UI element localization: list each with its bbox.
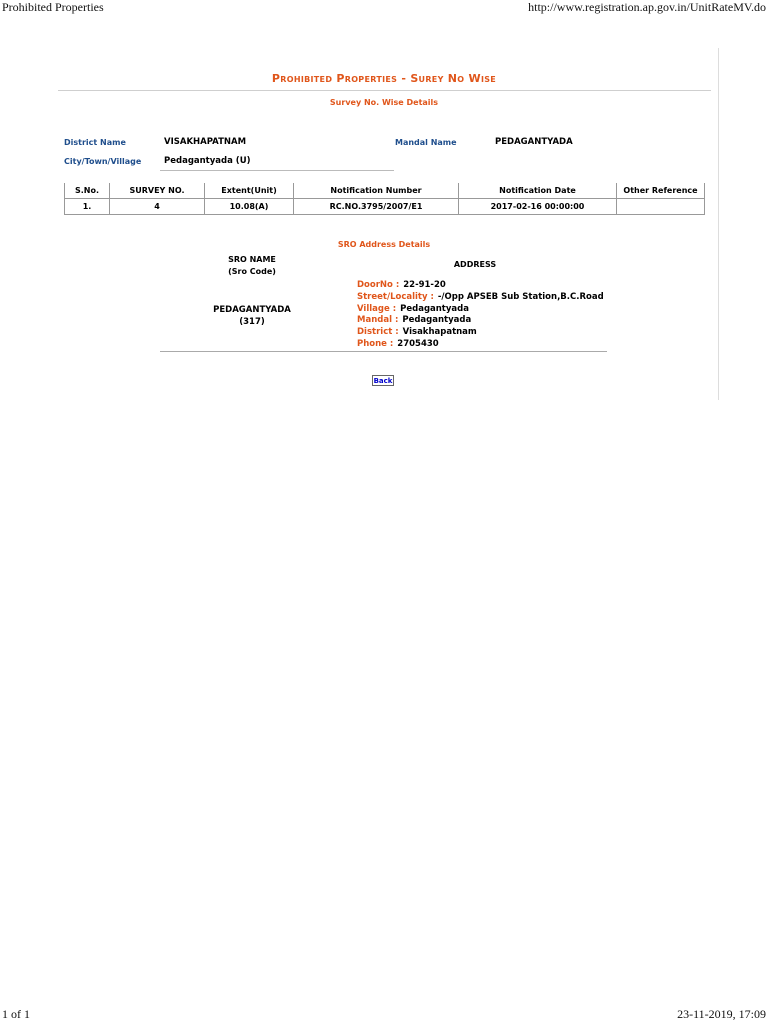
address-value: 2705430 bbox=[397, 339, 439, 349]
page-subtitle: Survey No. Wise Details bbox=[329, 98, 439, 107]
title-divider bbox=[58, 90, 711, 91]
sro-name-cell bbox=[200, 304, 304, 328]
address-line-street bbox=[357, 292, 604, 302]
cell-notification-date: 2017-02-16 00:00:00 bbox=[459, 199, 617, 215]
address-value: Visakhapatnam bbox=[402, 327, 477, 337]
address-line-mandal bbox=[357, 315, 471, 325]
address-label: Mandal : bbox=[357, 315, 399, 325]
city-value: Pedagantyada (U) bbox=[164, 156, 251, 166]
mandal-label: Mandal Name bbox=[395, 138, 457, 147]
sro-code: (317) bbox=[239, 317, 265, 327]
sro-divider bbox=[160, 351, 607, 352]
address-label: District : bbox=[357, 327, 399, 337]
address-label: Phone : bbox=[357, 339, 394, 349]
sro-name: PEDAGANTYADA bbox=[213, 305, 291, 315]
survey-table bbox=[64, 183, 705, 215]
column-header-survey-no: SURVEY NO. bbox=[110, 183, 205, 199]
sro-name-header-line2: (Sro Code) bbox=[228, 267, 276, 276]
cell-sno: 1. bbox=[65, 199, 110, 215]
sro-section-title: SRO Address Details bbox=[337, 240, 431, 249]
address-label: Village : bbox=[357, 304, 397, 314]
column-header-sno: S.No. bbox=[65, 183, 110, 199]
address-line-phone bbox=[357, 339, 439, 349]
cell-notification-number: RC.NO.3795/2007/E1 bbox=[294, 199, 459, 215]
address-value: Pedagantyada bbox=[402, 315, 472, 325]
sro-name-header bbox=[200, 254, 304, 278]
sro-address-header: ADDRESS bbox=[453, 260, 497, 269]
address-line-doorno bbox=[357, 280, 446, 290]
table-header-row bbox=[65, 183, 705, 199]
page-title: Prohibited Properties - Surey No Wise bbox=[271, 72, 497, 85]
city-label: City/Town/Village bbox=[64, 157, 142, 166]
district-value: VISAKHAPATNAM bbox=[164, 137, 247, 147]
mandal-value: PEDAGANTYADA bbox=[495, 137, 573, 147]
address-value: Pedagantyada bbox=[400, 304, 469, 314]
address-line-district bbox=[357, 327, 477, 337]
address-label: Street/Locality : bbox=[357, 292, 434, 302]
address-line-village bbox=[357, 304, 469, 314]
column-header-extent: Extent(Unit) bbox=[205, 183, 294, 199]
column-header-notification-date: Notification Date bbox=[459, 183, 617, 199]
cell-other-reference bbox=[617, 199, 705, 215]
column-header-other-reference: Other Reference bbox=[617, 183, 705, 199]
cell-extent: 10.08(A) bbox=[205, 199, 294, 215]
print-header-title: Prohibited Properties bbox=[2, 0, 104, 14]
address-value: -/Opp APSEB Sub Station,B.C.Road bbox=[437, 292, 604, 302]
cell-survey-no: 4 bbox=[110, 199, 205, 215]
column-header-notification-number: Notification Number bbox=[294, 183, 459, 199]
table-row bbox=[65, 199, 705, 215]
district-label: District Name bbox=[64, 138, 126, 147]
back-button[interactable]: Back bbox=[373, 377, 393, 385]
print-header-url: http://www.registration.ap.gov.in/UnitRateMV.do bbox=[528, 0, 766, 14]
city-divider bbox=[160, 170, 394, 171]
print-footer-page-count: 1 of 1 bbox=[2, 1007, 30, 1021]
address-value: 22-91-20 bbox=[403, 280, 446, 290]
sro-name-header-line1: SRO NAME bbox=[228, 255, 276, 264]
print-footer-datetime: 23-11-2019, 17:09 bbox=[677, 1007, 766, 1021]
address-label: DoorNo : bbox=[357, 280, 400, 290]
